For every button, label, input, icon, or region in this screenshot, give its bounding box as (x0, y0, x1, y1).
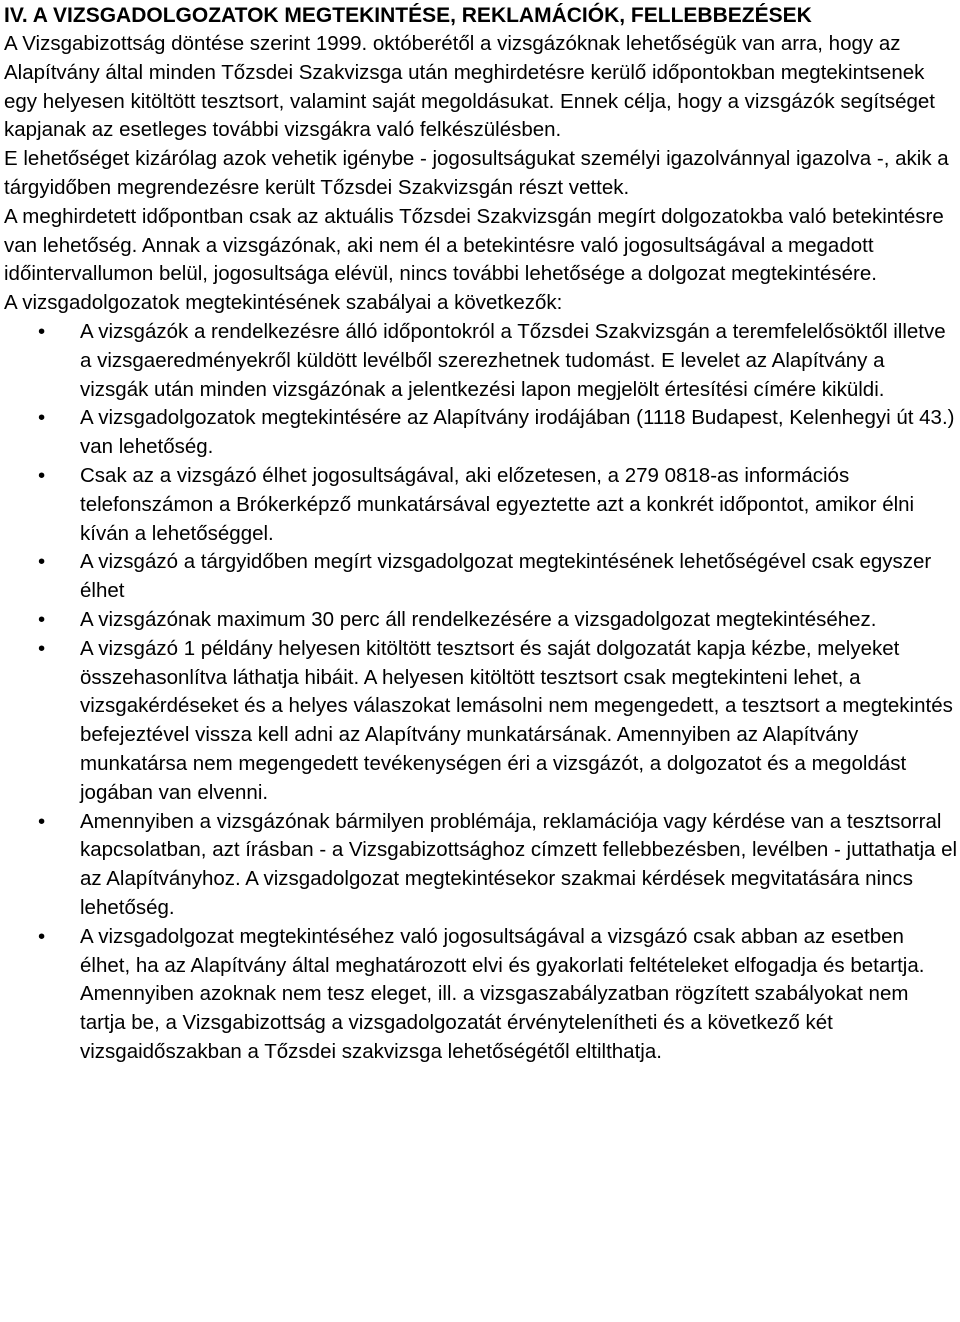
list-item (4, 923, 958, 1067)
list-item-text: A vizsgadolgozatok megtekintésére az Alapítvány irodájában (1118 Budapest, Kelenhegyi út 43.) van lehetőség. (80, 406, 955, 459)
list-item (4, 404, 958, 462)
list-item (4, 548, 958, 606)
bullet-icon: • (38, 406, 46, 430)
list-item-text: Csak az a vizsgázó élhet jogosultságával, aki előzetesen, a 279 0818-as információs telefonszámon a Brókerképző munkatársával egyeztette azt a konkrét időpontot, amikor élni kíván a lehetőséggel. (80, 463, 915, 545)
list-item-text: A vizsgázó a tárgyidőben megírt vizsgadolgozat megtekintésének lehetőségével csak egyszer élhet (80, 550, 932, 603)
bullet-icon: • (38, 636, 46, 660)
paragraph-rules-intro: A vizsgadolgozatok megtekintésének szabályai a következők: (4, 291, 563, 315)
bullet-icon: • (38, 607, 46, 631)
list-item (4, 318, 958, 404)
section-heading: IV. A VIZSGADOLGOZATOK MEGTEKINTÉSE, REKLAMÁCIÓK, FELLEBBEZÉSEK (4, 4, 812, 27)
bullet-icon: • (38, 550, 46, 574)
bullet-icon: • (38, 463, 46, 487)
bullet-icon: • (38, 319, 46, 343)
list-item (4, 606, 958, 635)
paragraph-intro: A Vizsgabizottság döntése szerint 1999. októberétől a vizsgázóknak lehetőségük van arra, hogy az Alapítvány által minden Tőzsdei Szakvizsga után meghirdetésre kerülő időpontokban megtekintsenek egy helyesen kitöltött tesztsort, valamint saját megoldásukat. Ennek célja, hogy a vizsgázók segítséget kapjanak az esetleges további vizsgákra való felkészülésben. (4, 32, 935, 142)
list-item-text: A vizsgázók a rendelkezésre álló időpontokról a Tőzsdei Szakvizsgán a teremfelelősöktől illetve a vizsgaeredményekről küldött levélből szerezhetnek tudomást. E levelet az Alapítvány a vizsgák után minden vizsgázónak a jelentkezési lapon megjelölt értesítési címére kiküldi. (80, 319, 946, 401)
list-item-text: A vizsgázó 1 példány helyesen kitöltött tesztsort és saját dolgozatát kapja kézbe, melyeket összehasonlítva láthatja hibáit. A helyesen kitöltött tesztsort csak megtekinteni lehet, a vizsgakérdéseket és a helyes válaszokat lemásolni nem megengedett, a tesztsort a megtekintés befejeztével vissza kell adni az Alapítvány munkatársának. Amennyiben az Alapítvány munkatársa nem megengedett tevékenységen éri a vizsgázót, a dolgozatot és a megoldást jogában van elvenni. (80, 636, 953, 804)
rules-list (4, 318, 958, 1067)
list-item-text: A vizsgadolgozat megtekintéséhez való jogosultságával a vizsgázó csak abban az esetben élhet, ha az Alapítvány által meghatározott elvi és gyakorlati feltételeket elfogadja és betartja. Amennyiben azoknak nem tesz eleget, ill. a vizsgaszabályzatban rögzített szabályokat nem tartja be, a Vizsgabizottság a vizsgadolgozatát érvénytelenítheti és a következő két vizsgaidőszakban a Tőzsdei szakvizsga lehetőségétől eltilthatja. (80, 924, 925, 1063)
list-item (4, 808, 958, 923)
list-item (4, 462, 958, 548)
list-item-text: Amennyiben a vizsgázónak bármilyen problémája, reklamációja vagy kérdése van a tesztsorral kapcsolatban, azt írásban - a Vizsgabizottsághoz címzett fellebbezésben, levélben - juttathatja el az Alapítványhoz. A vizsgadolgozat megtekintésekor szakmai kérdések megvitatására nincs lehetőség. (80, 809, 958, 919)
list-item (4, 635, 958, 808)
list-item-text: A vizsgázónak maximum 30 perc áll rendelkezésére a vizsgadolgozat megtekintéséhez. (80, 607, 877, 631)
paragraph-eligibility: E lehetőséget kizárólag azok vehetik igénybe - jogosultságukat személyi igazolvánnyal igazolva -, akik a tárgyidőben megrendezésre került Tőzsdei Szakvizsgán részt vettek. (4, 147, 949, 199)
bullet-icon: • (38, 924, 46, 948)
bullet-icon: • (38, 809, 46, 833)
paragraph-deadline: A meghirdetett időpontban csak az aktuális Tőzsdei Szakvizsgán megírt dolgozatokba való betekintésre van lehetőség. Annak a vizsgázónak, aki nem él a betekintésre való jogosultságával a megadott időintervallumon belül, jogosultsága elévül, nincs további lehetősége a dolgozat megtekintésére. (4, 204, 944, 286)
